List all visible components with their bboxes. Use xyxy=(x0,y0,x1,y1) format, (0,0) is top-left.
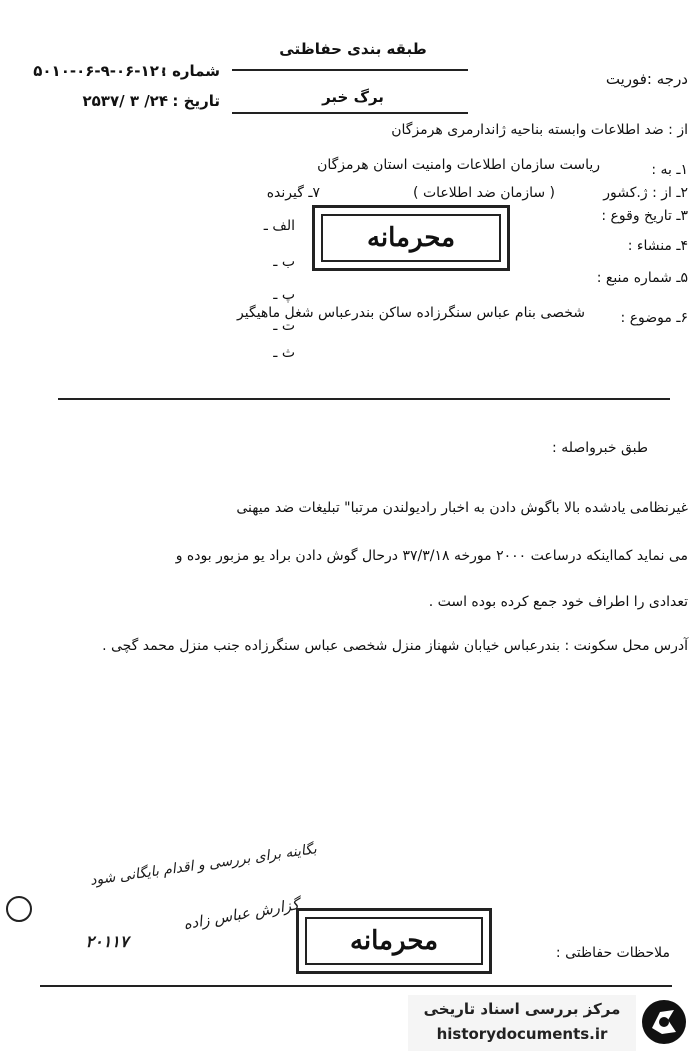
from-line: از : ضد اطلاعات وابسته بناحیه ژاندارمری هرمزگان xyxy=(391,122,688,138)
recipient-b: ب ـ xyxy=(273,254,295,270)
watermark-url: historydocuments.ir xyxy=(436,1025,608,1043)
field-date-label: ۳ـ تاریخ وقوع : xyxy=(601,208,688,224)
handwritten-note-line-2: گزارش عباس زاده xyxy=(182,895,301,934)
recipient-a: الف ـ xyxy=(263,218,295,234)
handwritten-note-line-1: بگاینه برای بررسی و اقدام بایگانی شود xyxy=(89,841,318,889)
body-intro: طبق خبرواصله : xyxy=(552,440,648,456)
watermark-logo-icon xyxy=(640,998,688,1046)
recipient-p: پ ـ xyxy=(273,287,295,303)
form-title: برگ خبر xyxy=(322,88,384,106)
confidential-stamp-bottom-text: محرمانه xyxy=(349,926,439,956)
watermark-logo-svg xyxy=(640,998,688,1046)
field-source-label: ۵ـ شماره منبع : xyxy=(596,270,688,286)
field-to-value: ریاست سازمان اطلاعات وامنیت استان هرمزگان xyxy=(317,157,600,173)
date-value: ۲۵۳۷/ ۳ /۲۴ xyxy=(82,92,168,110)
header-rule-top xyxy=(232,69,468,71)
field-subject-label: ۶ـ موضوع : xyxy=(620,310,688,326)
date-label: تاریخ : xyxy=(172,92,220,110)
body-line-3: تعدادی را اطراف خود جمع کرده بوده است . xyxy=(428,594,688,610)
body-line-1: غیرنظامی یادشده بالا باگوش دادن به اخبار رادیولندن مرتبا" تبلیغات ضد میهنی xyxy=(236,500,688,516)
confidential-stamp-bottom xyxy=(296,908,492,974)
confidential-stamp-bottom-frame xyxy=(305,917,483,965)
number-value: ۵۰۱۰-۰۶-۹-۰۶-۱۲۰ xyxy=(33,62,168,80)
degree-label: درجه :فوریت xyxy=(605,70,688,88)
field-from-label: ۲ـ از : ژ.کشور xyxy=(603,185,688,201)
notes-label: ملاحظات حفاظتی : xyxy=(555,945,670,961)
field-subject-value: شخصی بنام عباس سنگرزاده ساکن بندرعباس شغل ماهیگیر xyxy=(237,305,585,321)
address-line: آدرس محل سکونت : بندرعباس خیابان شهناز منزل شخصی عباس سنگرزاده جنب منزل محمد گچی . xyxy=(102,638,688,654)
field-origin-label: ۴ـ منشاء : xyxy=(627,238,688,254)
classification-label: طبقه بندی حفاظتی xyxy=(279,40,427,58)
confidential-stamp-top-text: محرمانه xyxy=(366,223,456,253)
field-to-label: ۱ـ به : xyxy=(651,162,688,178)
handwritten-number: ۲۰۱۱۷ xyxy=(85,932,129,951)
recipient-t: ت ـ xyxy=(273,318,295,334)
number-label: شماره : xyxy=(160,62,220,80)
handwritten-mark xyxy=(6,896,32,922)
recipient-s: ث ـ xyxy=(273,345,295,361)
recipients-label: ۷ـ گیرنده xyxy=(266,185,320,201)
confidential-stamp-top-frame xyxy=(321,214,501,262)
section-divider xyxy=(58,398,670,400)
watermark-title: مرکز بررسی اسناد تاریخی xyxy=(423,1000,621,1018)
body-line-2: می نماید کمااینکه درساعت ۲۰۰۰ مورخه ۳۷/۳/۱۸ درحال گوش دادن براد یو مزبور بوده و xyxy=(175,548,688,564)
field-from-value: ( سازمان ضد اطلاعات ) xyxy=(413,185,555,201)
confidential-stamp-top xyxy=(312,205,510,271)
header-rule-bottom xyxy=(232,112,468,114)
footer-rule xyxy=(40,985,672,987)
